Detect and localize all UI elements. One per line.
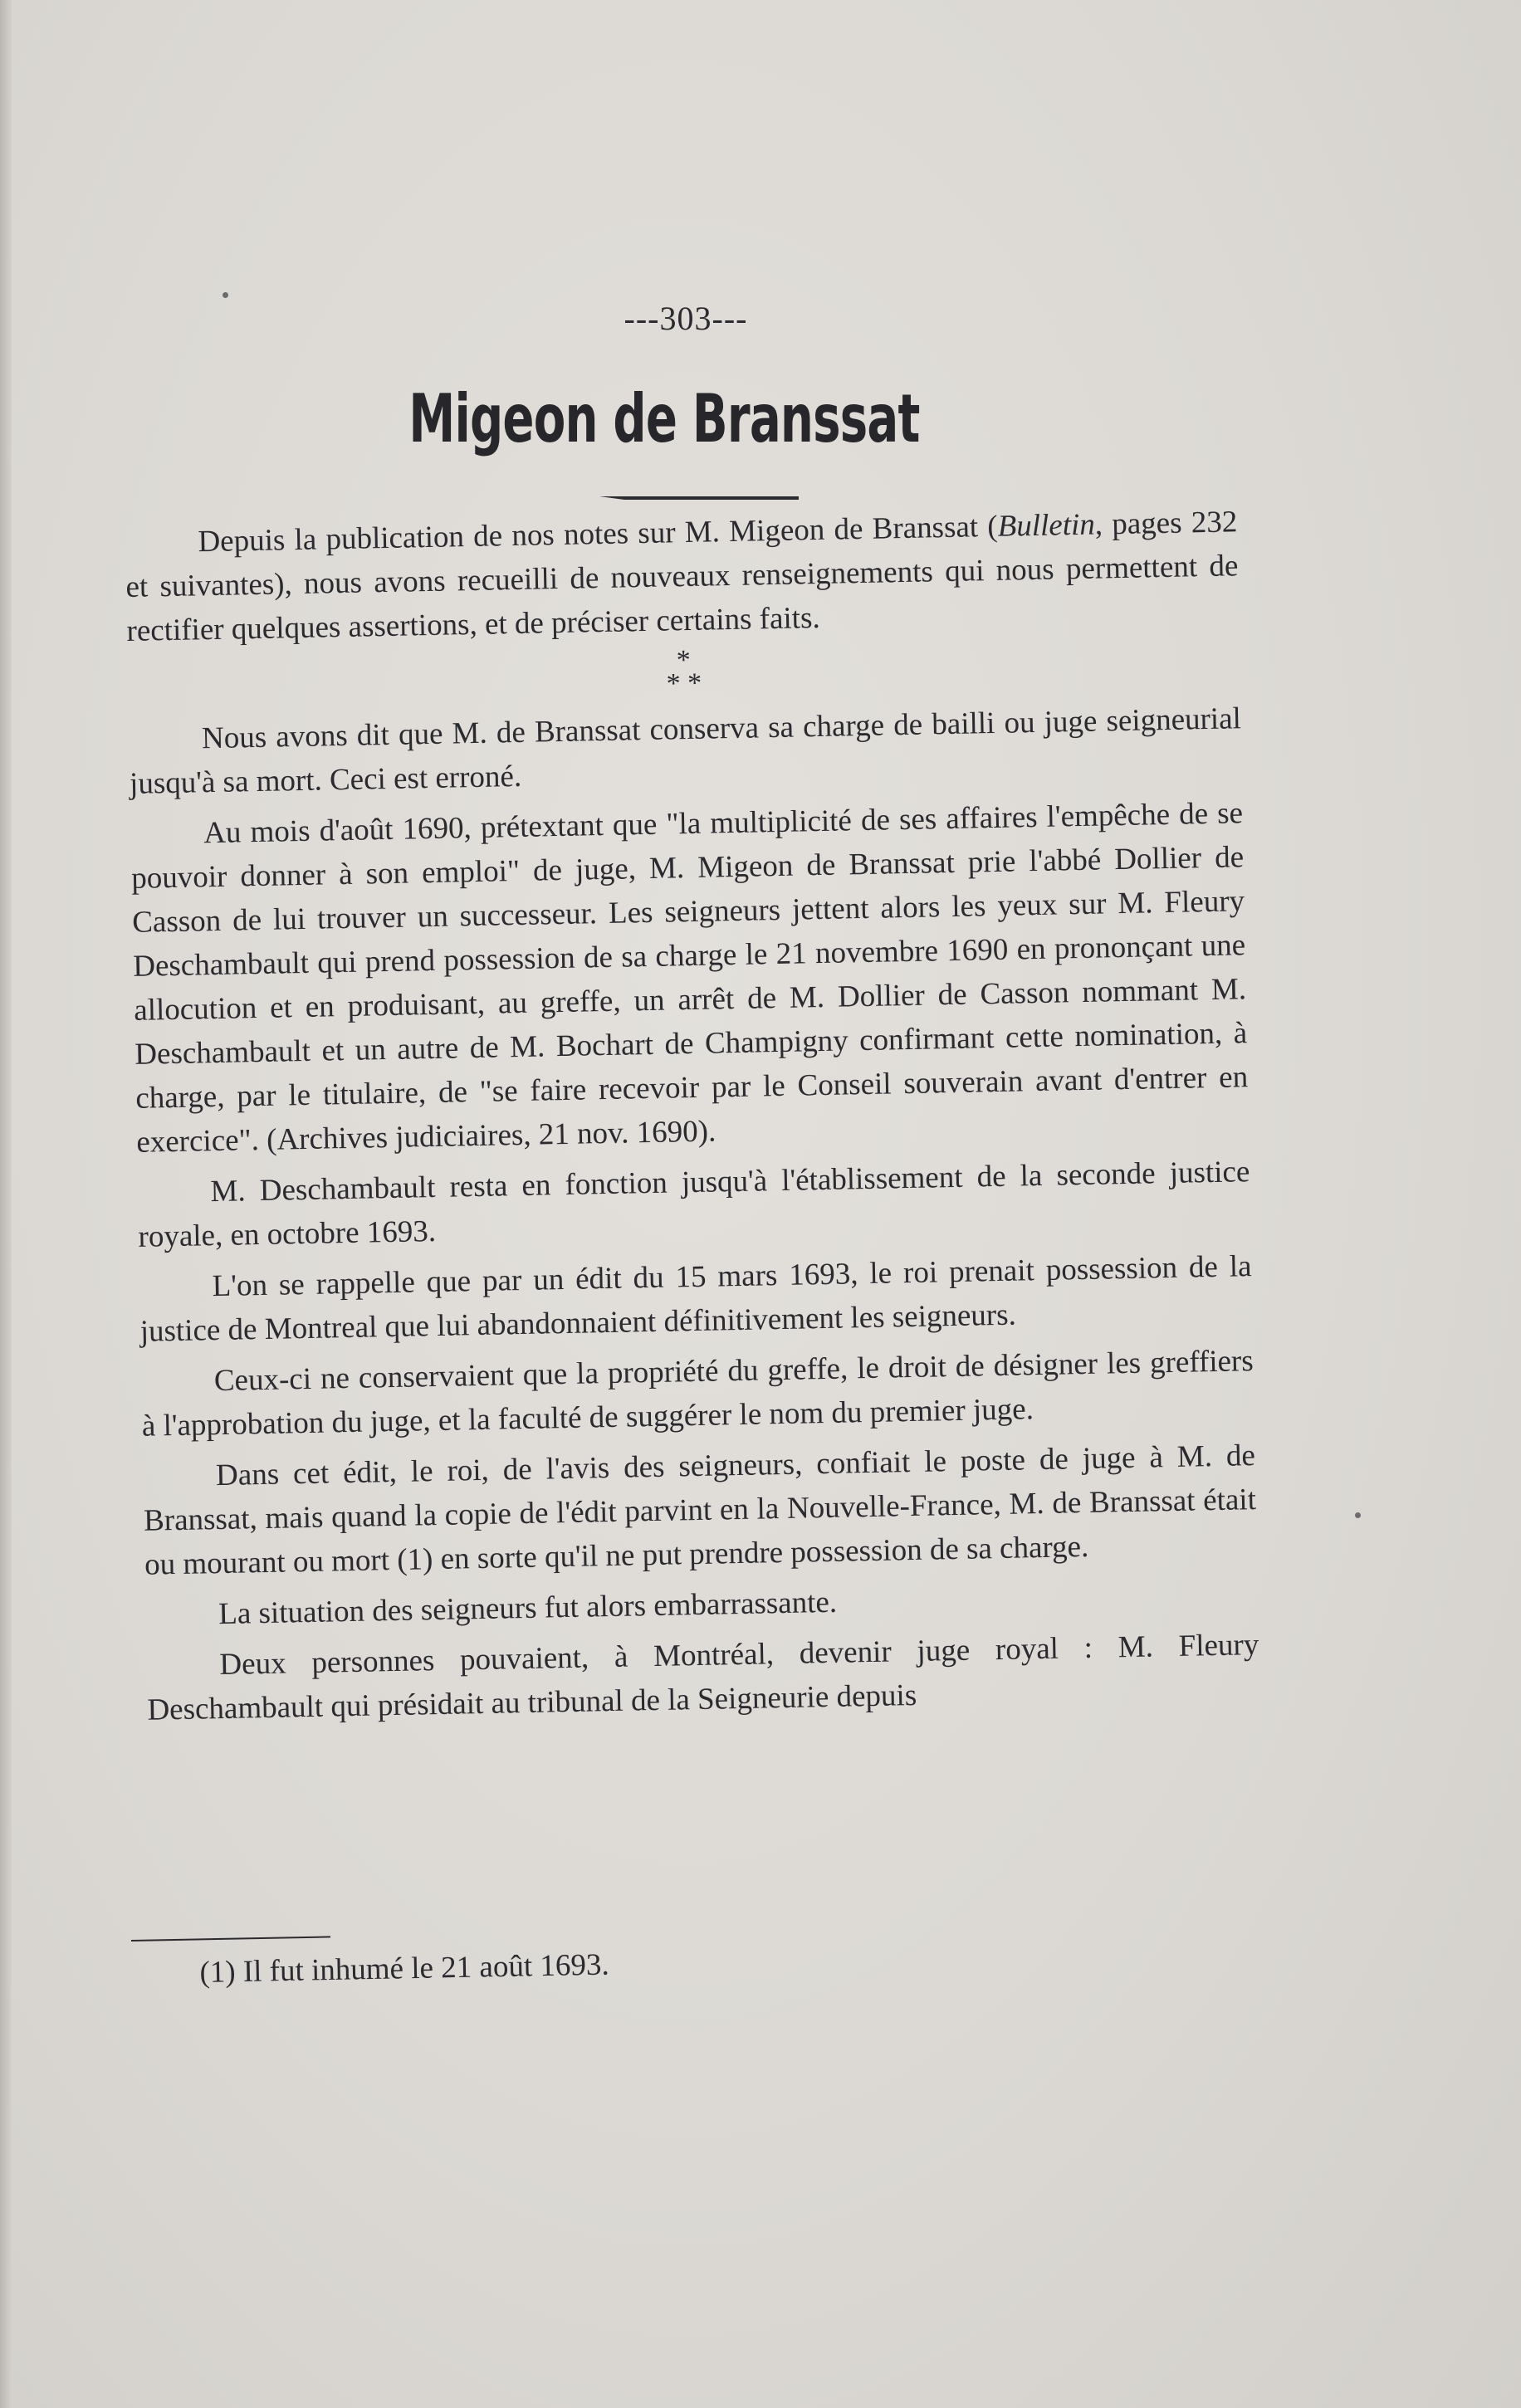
paragraph: Depuis la publication de nos notes sur M. Migeon de Branssat (Bulletin, pages 232 et suivantes), nous avons recueilli de nouveaux renseignements qui nous permettent de rectifier quelques assertions, et de préciser certains faits.: [125, 505, 1239, 648]
paragraph: La situation des seigneurs fut alors embarrassante.: [218, 1585, 838, 1632]
title-underline: [599, 496, 799, 500]
asterism-bottom: * *: [666, 667, 702, 700]
page-edge-shadow: [0, 0, 12, 2408]
paragraph: Ceux-ci ne conservaient que la propriété du greffe, le droit de désigner les greffiers à l'approbation du juge, et la faculté de suggérer le nom du premier juge.: [141, 1344, 1254, 1443]
asterism-top: *: [676, 644, 692, 676]
paragraph: M. Deschambault resta en fonction jusqu'à l'établissement de la seconde justice royale, en octobre 1693.: [138, 1155, 1250, 1254]
paragraph: Nous avons dit que M. de Branssat conserva sa charge de bailli ou juge seigneurial jusqu'à sa mort. Ceci est erroné.: [129, 701, 1242, 801]
footnote-rule: [131, 1936, 330, 1942]
paper-speck: [1355, 1512, 1361, 1518]
paper-speck: [223, 292, 228, 298]
paragraph: Dans cet édit, le roi, de l'avis des seigneurs, confiait le poste de juge à M. de Branssat, mais quand la copie de l'édit parvint en la Nouvelle-France, M. de Branssat était ou mourant ou mort (1) en sorte qu'il ne put prendre possession de sa charge.: [143, 1438, 1257, 1582]
paragraph: Au mois d'août 1690, prétextant que "la multiplicité de ses affaires l'empêche de se pouvoir donner à son emploi" de juge, M. Migeon de Branssat prie l'abbé Dollier de Casson de lui trouver un successeur. Les seigneurs jettent alors les yeux sur M. Fleury Deschambault qui prend possession de sa charge le 21 novembre 1690 en prononçant une allocution et en produisant, au greffe, un arrêt de M. Dollier de Casson nommant M. Deschambault et un autre de M. Bochart de Champigny confirmant cette nomination, à charge, par le titulaire, de "se faire recevoir par le Conseil souverain avant d'entrer en exercice". (Archives judiciaires, 21 nov. 1690).: [130, 796, 1249, 1160]
paragraph: Deux personnes pouvaient, à Montréal, devenir juge royal : M. Fleury Deschambault qui présidait au tribunal de la Seigneurie depuis: [147, 1628, 1259, 1727]
article-body: [125, 500, 1260, 1738]
footnote: (1) Il fut inhumé le 21 août 1693.: [199, 1947, 610, 1990]
article-title: Migeon de Branssat: [408, 380, 920, 457]
paragraph: L'on se rappelle que par un édit du 15 mars 1693, le roi prenait possession de la justice de Montreal que lui abandonnaient définitivement les seigneurs.: [139, 1249, 1252, 1349]
page-number: ---303---: [624, 300, 748, 337]
italic-reference: Bulletin: [997, 507, 1096, 544]
